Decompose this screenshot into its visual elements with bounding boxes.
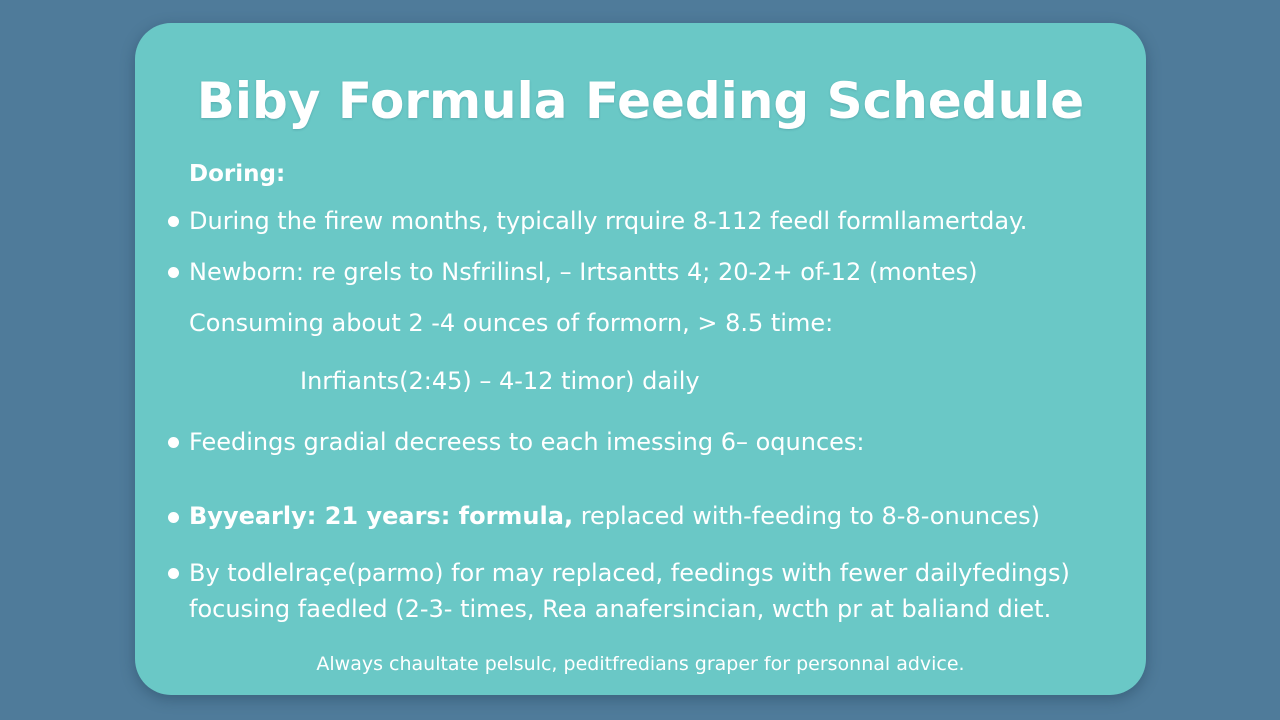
list-item-continuation: Consuming about 2 -4 ounces of formorn, > 8.5 time: — [189, 309, 834, 337]
list-item-continuation: focusing faedled (2-3- times, Rea anafersincian, wcth pr at baliand diet. — [189, 595, 1052, 623]
bullet-icon — [168, 216, 179, 227]
list-item — [189, 501, 1040, 531]
bullet-icon — [168, 512, 179, 523]
bullet-icon — [168, 437, 179, 448]
list-item: During the firew months, typically rrquire 8-112 feedl formllamertday. — [189, 207, 1028, 235]
bullet-icon — [168, 568, 179, 579]
section-heading: Doring: — [189, 161, 286, 187]
list-item-bold-part: Byyearly: 21 years: formula, — [189, 502, 574, 530]
footer-note: Always chaultate pelsulc, peditfredians graper for personnal advice. — [316, 653, 965, 675]
schedule-card — [135, 23, 1146, 695]
list-item: Feedings gradial decreess to each imessing 6– oqunces: — [189, 428, 865, 456]
list-item: By todlelraçe(parmo) for may replaced, feedings with fewer dailyfedings) — [189, 559, 1070, 587]
list-item: Newborn: re grels to Nsfrilinsl, – Irtsantts 4; 20-2+ of-12 (montes) — [189, 258, 978, 286]
list-subitem: Inrfiants(2:45) – 4-12 timor) daily — [300, 367, 700, 395]
bullet-icon — [168, 267, 179, 278]
page-title: Biby Formula Feeding Schedule — [196, 72, 1085, 130]
list-item-regular-part: replaced with-feeding to 8-8-onunces) — [573, 502, 1040, 530]
